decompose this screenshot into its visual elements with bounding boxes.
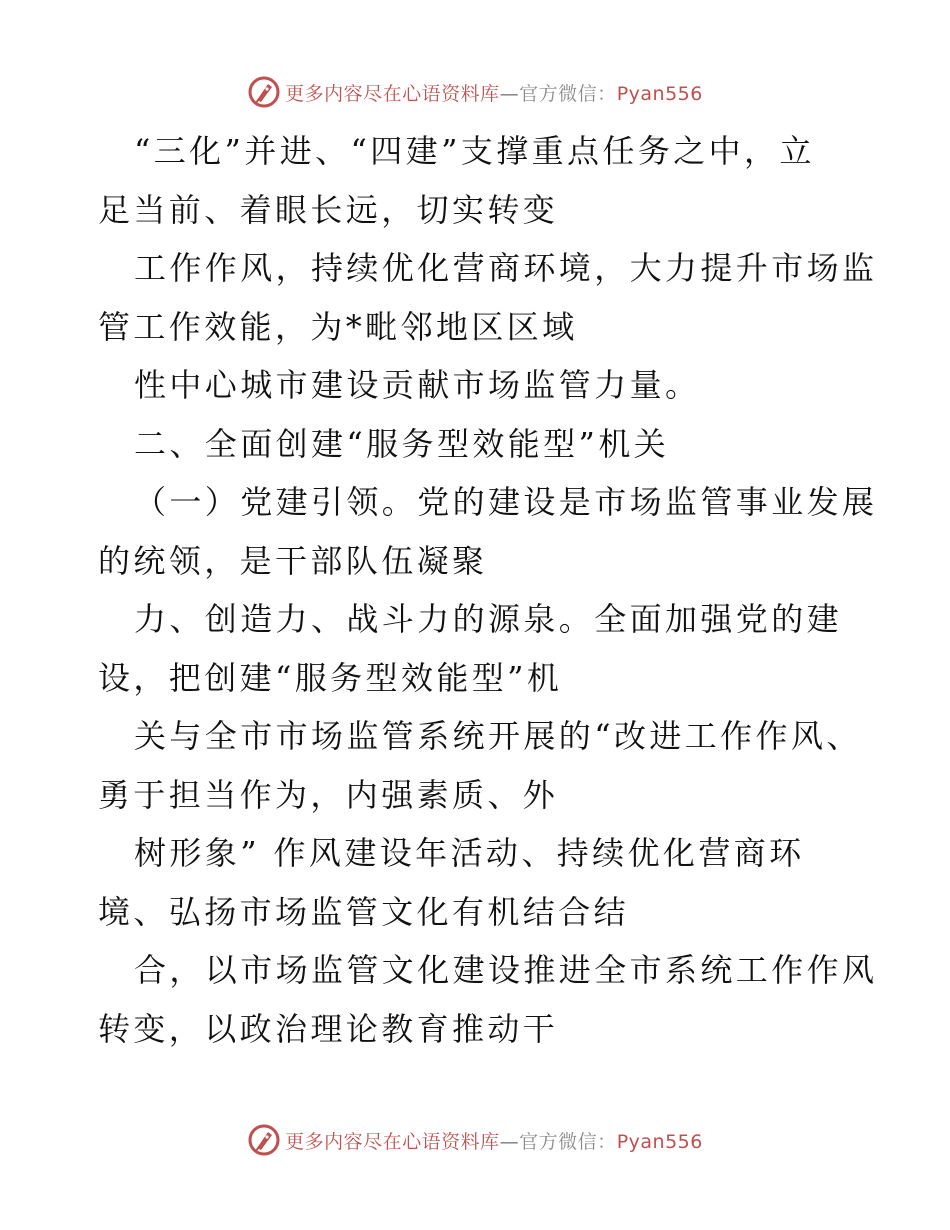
text-line: 勇于担当作为，内强素质、外 <box>98 775 559 814</box>
watermark-label: 官方微信： <box>519 82 617 105</box>
watermark-separator: — <box>499 82 520 105</box>
text-line: 设，把创建“服务型效能型”机 <box>98 658 563 697</box>
header-watermark <box>0 72 950 112</box>
watermark-main-text: 更多内容尽在心语资料库 <box>285 1130 500 1153</box>
watermark-label: 官方微信： <box>519 1130 617 1153</box>
watermark-separator: — <box>499 1130 520 1153</box>
pen-nib-circle-icon <box>247 75 281 109</box>
text-line: 转变，以政治理论教育推动干 <box>98 1009 559 1048</box>
text-line: 关与全市市场监管系统开展的“改进工作作风、 <box>134 717 862 755</box>
footer-watermark <box>0 1120 950 1160</box>
text-line: 足当前、着眼长远，切实转变 <box>98 190 559 229</box>
section-heading: 二、全面创建“服务型效能型”机关 <box>134 424 670 463</box>
text-line: 工作作风，持续优化营商环境，大力提升市场监 <box>134 249 878 287</box>
text-line: 境、弘扬市场监管文化有机结合结 <box>98 892 630 931</box>
text-line: 树形象” 作风建设年活动、持续优化营商环 <box>134 834 805 872</box>
watermark-id: Pyan556 <box>616 82 703 105</box>
text-line: 力、创造力、战斗力的源泉。全面加强党的建 <box>134 600 843 638</box>
text-line: “三化”并进、“四建”支撑重点任务之中，立 <box>134 132 815 170</box>
watermark-id: Pyan556 <box>616 1130 703 1153</box>
text-line: （一）党建引领。党的建设是市场监管事业发展 <box>134 483 878 521</box>
text-line: 管工作效能，为*毗邻地区区域 <box>98 307 578 346</box>
pen-nib-circle-icon <box>247 1123 281 1157</box>
watermark-main-text: 更多内容尽在心语资料库 <box>285 82 500 105</box>
text-line: 性中心城市建设贡献市场监管力量。 <box>134 366 701 404</box>
document-body <box>98 122 878 1058</box>
text-line: 的统领，是干部队伍凝聚 <box>98 541 488 580</box>
text-line: 合，以市场监管文化建设推进全市系统工作作风 <box>134 951 878 989</box>
